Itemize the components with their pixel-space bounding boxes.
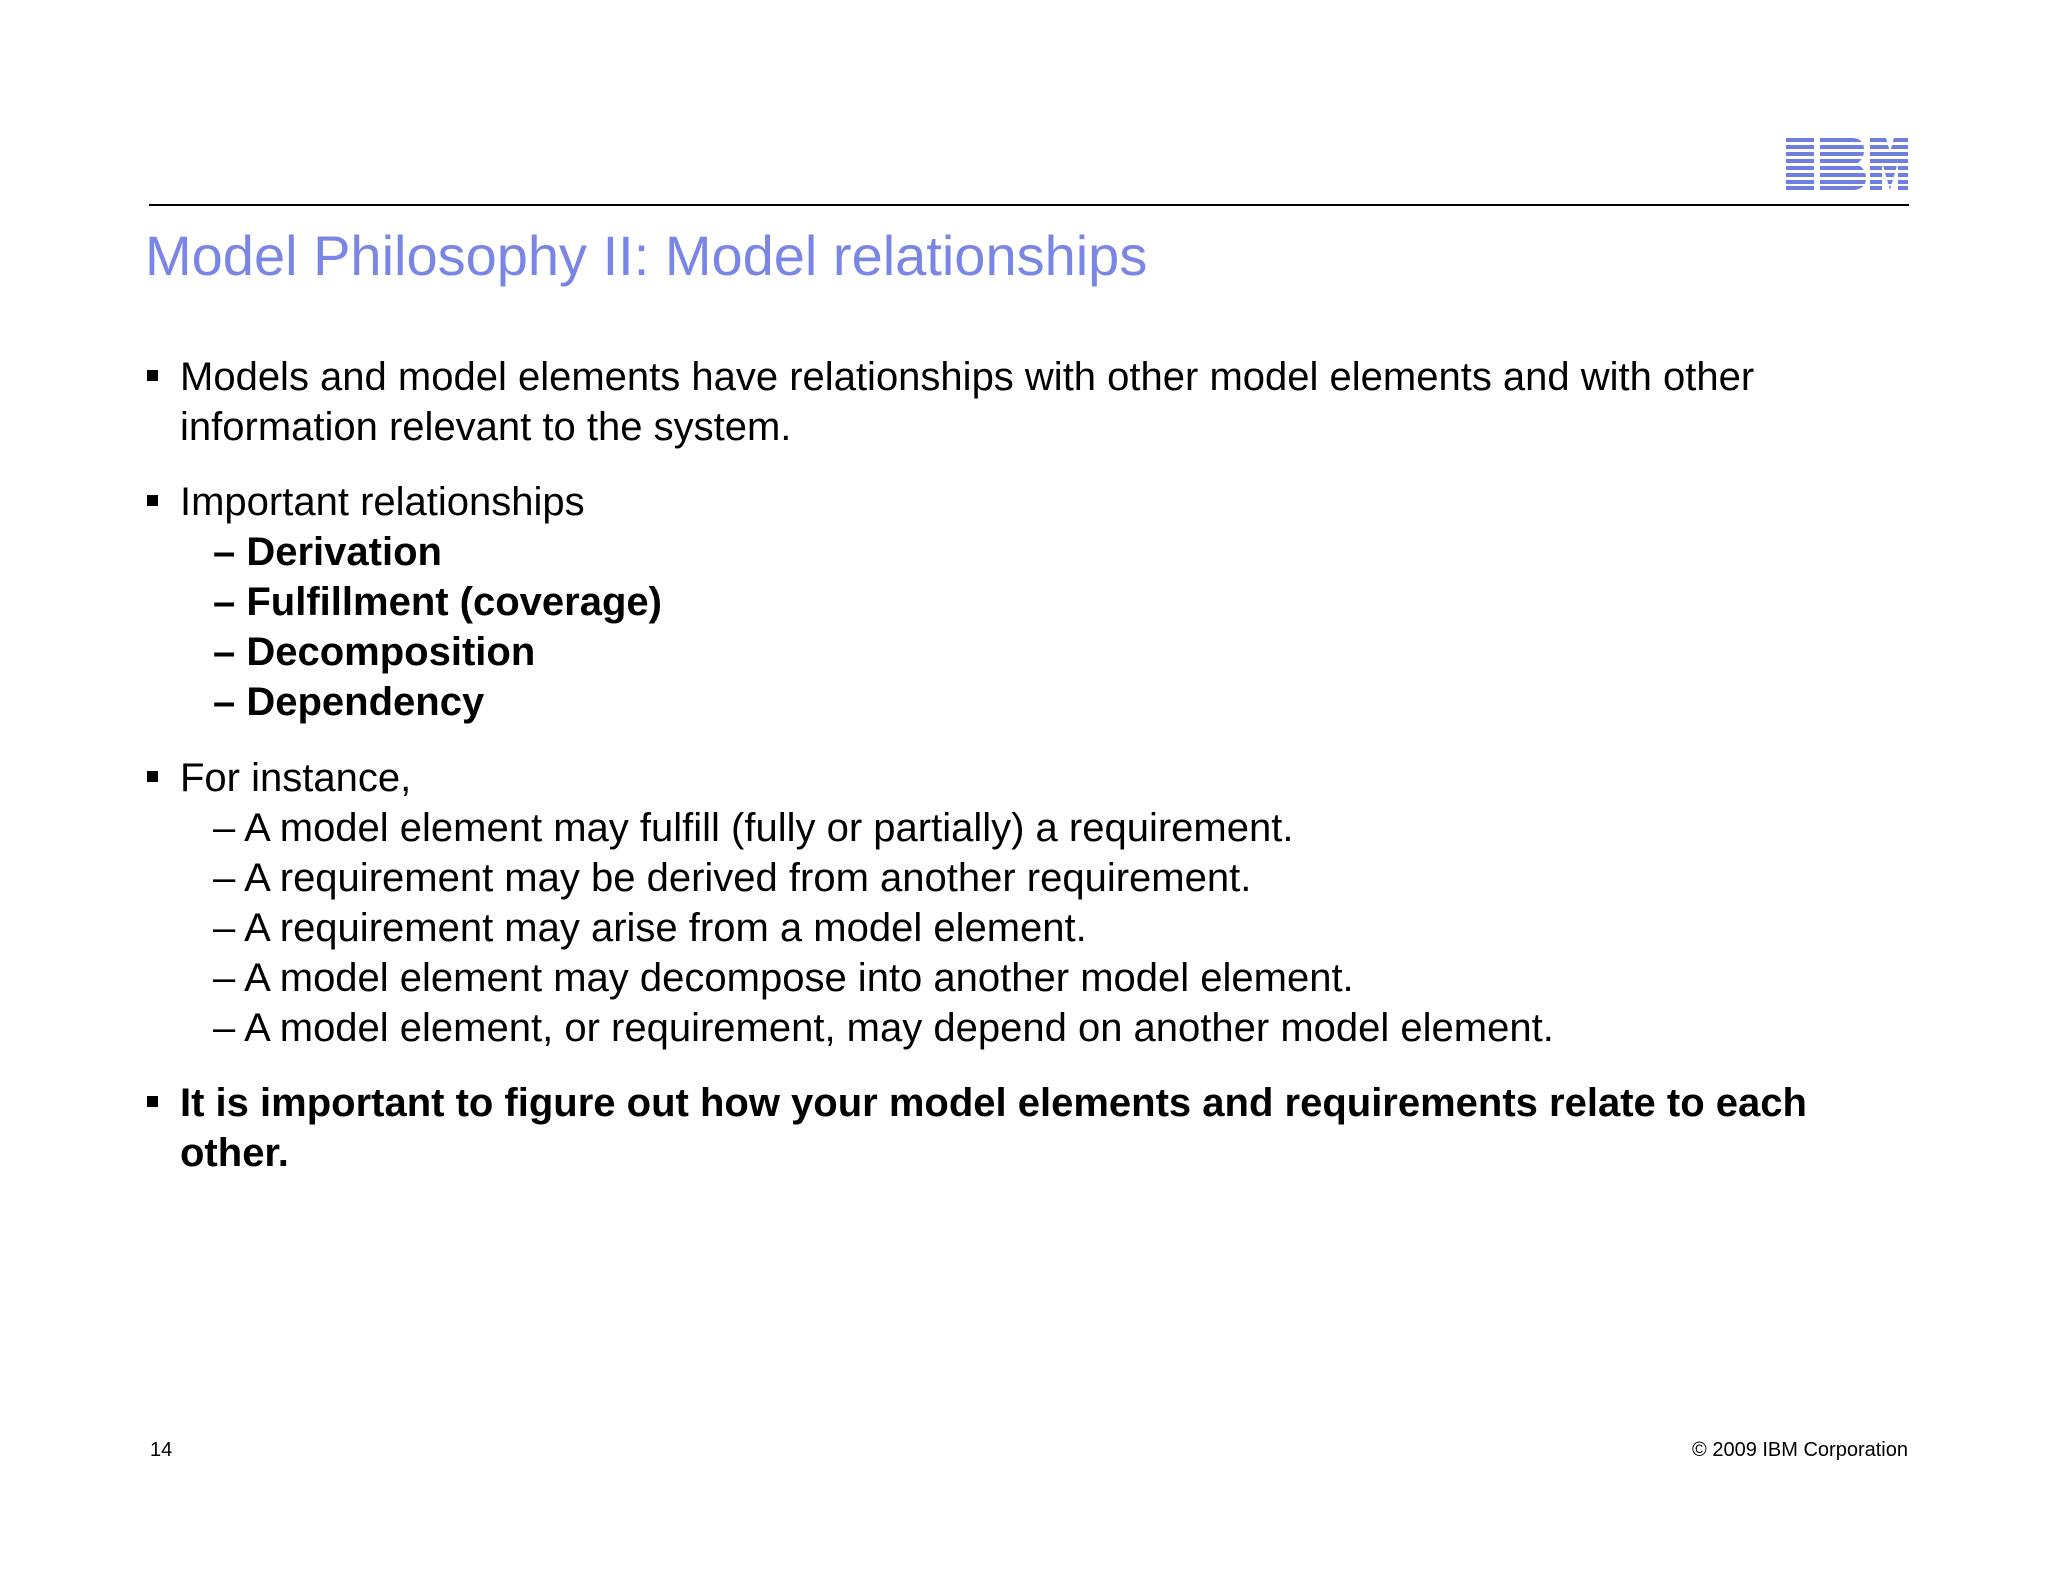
ibm-logo-icon <box>1786 138 1908 190</box>
sub-item <box>213 577 1926 627</box>
copyright-notice: © 2009 IBM Corporation <box>1692 1439 1908 1461</box>
square-bullet-icon <box>147 1096 158 1107</box>
dash-prefix: – <box>213 530 247 574</box>
bullet-text: Important relationships <box>180 480 585 524</box>
bullet-item <box>146 753 1926 1053</box>
sub-item <box>213 1003 1926 1053</box>
sub-item-text: Derivation <box>246 530 442 574</box>
sub-item-text: A model element may decompose into another model element. <box>244 956 1354 1000</box>
bullet-item <box>146 1078 1926 1178</box>
sub-item-text: A model element, or requirement, may depend on another model element. <box>244 1006 1554 1050</box>
dash-prefix: – <box>213 806 245 850</box>
dash-prefix: – <box>213 680 247 724</box>
sub-item-text: Fulfillment (coverage) <box>246 580 662 624</box>
sub-item <box>213 677 1926 727</box>
dash-prefix: – <box>213 580 247 624</box>
bullet-text: Models and model elements have relationships with other model elements and with other information relevant to the system. <box>180 355 1755 449</box>
slide-title: Model Philosophy II: Model relationships <box>145 224 1148 287</box>
sub-item-text: A model element may fulfill (fully or partially) a requirement. <box>244 806 1294 850</box>
sub-item-text: A requirement may arise from a model element. <box>244 906 1087 950</box>
dash-prefix: – <box>213 856 245 900</box>
bullet-text: It is important to figure out how your model elements and requirements relate to each other. <box>180 1081 1807 1175</box>
header-divider <box>149 204 1909 206</box>
dash-prefix: – <box>213 956 245 1000</box>
dash-prefix: – <box>213 630 247 674</box>
dash-prefix: – <box>213 1006 245 1050</box>
sub-item-text: Decomposition <box>246 630 536 674</box>
sub-item <box>213 803 1926 853</box>
page-number: 14 <box>150 1439 173 1461</box>
sub-item <box>213 527 1926 577</box>
sub-item <box>213 853 1926 903</box>
bullet-item <box>146 352 1926 452</box>
sub-item <box>213 627 1926 677</box>
square-bullet-icon <box>147 771 158 782</box>
bullet-item <box>146 477 1926 727</box>
bullet-text: For instance, <box>180 756 412 800</box>
sub-item-text: Dependency <box>246 680 485 724</box>
square-bullet-icon <box>147 370 158 381</box>
dash-prefix: – <box>213 906 245 950</box>
sub-item <box>213 953 1926 1003</box>
sub-item <box>213 903 1926 953</box>
sub-item-text: A requirement may be derived from another requirement. <box>244 856 1252 900</box>
square-bullet-icon <box>147 495 158 506</box>
